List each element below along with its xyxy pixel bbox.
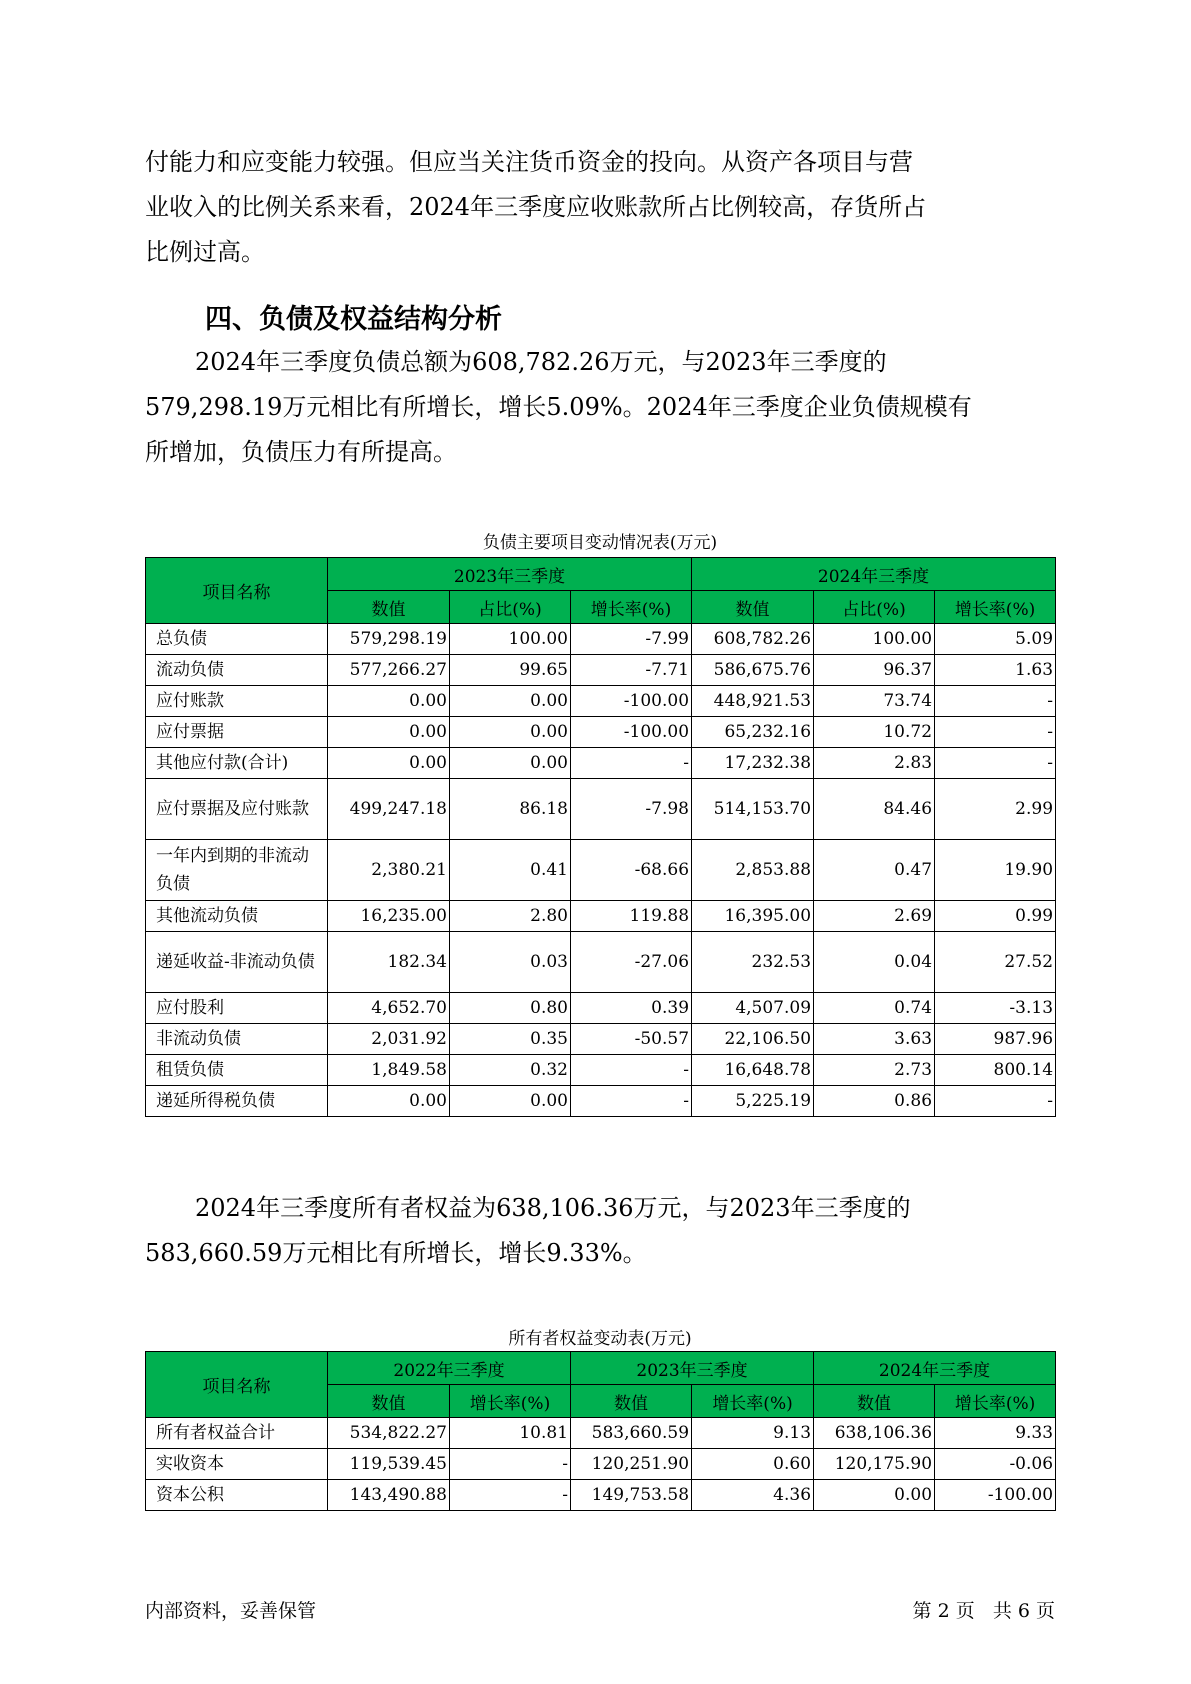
table-cell: - xyxy=(935,717,1056,748)
equity-table-caption: 所有者权益变动表(万元) xyxy=(508,1329,692,1349)
table-cell: -7.99 xyxy=(571,624,692,655)
table-cell: 5.09 xyxy=(935,624,1056,655)
table-cell: -27.06 xyxy=(571,932,692,993)
table-cell: -68.66 xyxy=(571,840,692,901)
table-row xyxy=(146,1086,1056,1117)
table-cell: 0.00 xyxy=(328,686,450,717)
table-cell: 0.47 xyxy=(814,840,935,901)
item-name-header: 项目名称 xyxy=(146,1352,328,1418)
table-row xyxy=(146,840,1056,901)
table-cell: 119.88 xyxy=(571,901,692,932)
equity-table xyxy=(145,1351,1056,1511)
table-cell: 534,822.27 xyxy=(328,1418,450,1449)
row-label: 应付票据及应付账款 xyxy=(146,779,328,840)
table-cell: 19.90 xyxy=(935,840,1056,901)
table-cell: 65,232.16 xyxy=(692,717,814,748)
table-cell: 2,380.21 xyxy=(328,840,450,901)
table-cell: - xyxy=(935,1086,1056,1117)
row-label: 应付账款 xyxy=(146,686,328,717)
table-cell: 16,235.00 xyxy=(328,901,450,932)
table-cell: 499,247.18 xyxy=(328,779,450,840)
table-cell: 0.39 xyxy=(571,993,692,1024)
table-cell: 2.80 xyxy=(450,901,571,932)
table-cell: 0.80 xyxy=(450,993,571,1024)
table-cell: - xyxy=(450,1480,571,1511)
table-row xyxy=(146,779,1056,840)
row-label: 其他应付款(合计) xyxy=(146,748,328,779)
table-cell: 9.13 xyxy=(692,1418,814,1449)
column-header: 增长率(%) xyxy=(935,591,1056,624)
table-cell: 4.36 xyxy=(692,1480,814,1511)
period-header: 2023年三季度 xyxy=(571,1352,814,1385)
table-cell: 800.14 xyxy=(935,1055,1056,1086)
intro-line: 业收入的比例关系来看，2024年三季度应收账款所占比例较高，存货所占 xyxy=(145,193,927,221)
table-cell: -0.06 xyxy=(935,1449,1056,1480)
item-name-header: 项目名称 xyxy=(146,558,328,624)
table-cell: 638,106.36 xyxy=(814,1418,935,1449)
table-row xyxy=(146,655,1056,686)
table-cell: 0.99 xyxy=(935,901,1056,932)
column-header: 占比(%) xyxy=(450,591,571,624)
table-cell: 0.00 xyxy=(450,717,571,748)
liabilities-table xyxy=(145,557,1056,1117)
period-header: 2022年三季度 xyxy=(328,1352,571,1385)
column-header: 增长率(%) xyxy=(935,1385,1056,1418)
table-cell: 608,782.26 xyxy=(692,624,814,655)
column-header: 数值 xyxy=(814,1385,935,1418)
table-cell: 22,106.50 xyxy=(692,1024,814,1055)
liabilities-line: 所增加，负债压力有所提高。 xyxy=(145,438,457,466)
equity-line: 583,660.59万元相比有所增长，增长9.33%。 xyxy=(145,1239,647,1267)
row-label: 资本公积 xyxy=(146,1480,328,1511)
column-header: 数值 xyxy=(328,591,450,624)
table-cell: 1,849.58 xyxy=(328,1055,450,1086)
table-cell: 96.37 xyxy=(814,655,935,686)
table-cell: 73.74 xyxy=(814,686,935,717)
table-row xyxy=(146,686,1056,717)
liabilities-table-body xyxy=(146,624,1056,1117)
table-cell: 0.32 xyxy=(450,1055,571,1086)
table-cell: - xyxy=(935,686,1056,717)
table-cell: - xyxy=(571,748,692,779)
row-label: 递延所得税负债 xyxy=(146,1086,328,1117)
table-cell: -3.13 xyxy=(935,993,1056,1024)
row-label: 总负债 xyxy=(146,624,328,655)
row-label: 所有者权益合计 xyxy=(146,1418,328,1449)
column-header: 增长率(%) xyxy=(692,1385,814,1418)
table-cell: 0.35 xyxy=(450,1024,571,1055)
intro-line: 比例过高。 xyxy=(145,238,265,266)
table-cell: 84.46 xyxy=(814,779,935,840)
table-row xyxy=(146,901,1056,932)
table-cell: - xyxy=(935,748,1056,779)
table-cell: 2.73 xyxy=(814,1055,935,1086)
equity-line: 2024年三季度所有者权益为638,106.36万元，与2023年三季度的 xyxy=(195,1194,911,1222)
table-cell: 86.18 xyxy=(450,779,571,840)
table-cell: 0.00 xyxy=(450,686,571,717)
row-label: 其他流动负债 xyxy=(146,901,328,932)
liabilities-line: 579,298.19万元相比有所增长，增长5.09%。2024年三季度企业负债规模有 xyxy=(145,393,972,421)
table-cell: 27.52 xyxy=(935,932,1056,993)
period-header: 2023年三季度 xyxy=(328,558,692,591)
table-cell: 2.83 xyxy=(814,748,935,779)
table-cell: - xyxy=(571,1086,692,1117)
equity-paragraph xyxy=(145,1186,1055,1276)
table-cell: 2.69 xyxy=(814,901,935,932)
table-cell: 9.33 xyxy=(935,1418,1056,1449)
table-cell: 0.04 xyxy=(814,932,935,993)
period-header: 2024年三季度 xyxy=(692,558,1056,591)
column-header: 占比(%) xyxy=(814,591,935,624)
table-cell: 583,660.59 xyxy=(571,1418,692,1449)
table-cell: 149,753.58 xyxy=(571,1480,692,1511)
table-cell: 182.34 xyxy=(328,932,450,993)
table-cell: 99.65 xyxy=(450,655,571,686)
table-cell: 120,251.90 xyxy=(571,1449,692,1480)
table-row xyxy=(146,1480,1056,1511)
table-cell: 0.00 xyxy=(328,717,450,748)
table-cell: 0.00 xyxy=(814,1480,935,1511)
table-row xyxy=(146,932,1056,993)
column-header: 增长率(%) xyxy=(571,591,692,624)
column-header: 数值 xyxy=(692,591,814,624)
table-cell: 2,031.92 xyxy=(328,1024,450,1055)
table-cell: -50.57 xyxy=(571,1024,692,1055)
table-cell: 987.96 xyxy=(935,1024,1056,1055)
table-cell: 0.60 xyxy=(692,1449,814,1480)
table-cell: 0.00 xyxy=(450,1086,571,1117)
table-row xyxy=(146,993,1056,1024)
row-label: 流动负债 xyxy=(146,655,328,686)
table-cell: 119,539.45 xyxy=(328,1449,450,1480)
table-cell: - xyxy=(571,1055,692,1086)
table-cell: 0.00 xyxy=(328,1086,450,1117)
period-header: 2024年三季度 xyxy=(814,1352,1056,1385)
table-cell: 1.63 xyxy=(935,655,1056,686)
table-cell: 10.81 xyxy=(450,1418,571,1449)
row-label: 非流动负债 xyxy=(146,1024,328,1055)
table-cell: 579,298.19 xyxy=(328,624,450,655)
row-label: 递延收益-非流动负债 xyxy=(146,932,328,993)
table-cell: 4,507.09 xyxy=(692,993,814,1024)
liabilities-paragraph xyxy=(145,340,1055,475)
table-cell: 0.74 xyxy=(814,993,935,1024)
footer-left: 内部资料，妥善保管 xyxy=(145,1600,317,1622)
footer-page-number: 第 2 页 共 6 页 xyxy=(912,1600,1055,1622)
column-header: 数值 xyxy=(328,1385,450,1418)
table-row xyxy=(146,1055,1056,1086)
table-cell: 5,225.19 xyxy=(692,1086,814,1117)
table-cell: 0.00 xyxy=(328,748,450,779)
table-cell: 16,648.78 xyxy=(692,1055,814,1086)
table-cell: 100.00 xyxy=(450,624,571,655)
section-heading: 四、负债及权益结构分析 xyxy=(205,304,502,335)
table-cell: 232.53 xyxy=(692,932,814,993)
table-cell: 3.63 xyxy=(814,1024,935,1055)
table-row xyxy=(146,624,1056,655)
table-cell: -7.98 xyxy=(571,779,692,840)
table-cell: -100.00 xyxy=(571,717,692,748)
row-label: 应付票据 xyxy=(146,717,328,748)
table-cell: 514,153.70 xyxy=(692,779,814,840)
table-cell: -100.00 xyxy=(935,1480,1056,1511)
table-cell: -7.71 xyxy=(571,655,692,686)
row-label: 租赁负债 xyxy=(146,1055,328,1086)
liabilities-line: 2024年三季度负债总额为608,782.26万元，与2023年三季度的 xyxy=(195,348,887,376)
table-cell: 4,652.70 xyxy=(328,993,450,1024)
row-label: 一年内到期的非流动负债 xyxy=(146,840,328,901)
table-row xyxy=(146,717,1056,748)
table-cell: 0.41 xyxy=(450,840,571,901)
table-row xyxy=(146,1024,1056,1055)
table-cell: 17,232.38 xyxy=(692,748,814,779)
table-cell: 120,175.90 xyxy=(814,1449,935,1480)
table-cell: - xyxy=(450,1449,571,1480)
table-cell: 0.00 xyxy=(450,748,571,779)
table-cell: 10.72 xyxy=(814,717,935,748)
table-cell: 0.03 xyxy=(450,932,571,993)
row-label: 实收资本 xyxy=(146,1449,328,1480)
table-cell: 448,921.53 xyxy=(692,686,814,717)
column-header: 增长率(%) xyxy=(450,1385,571,1418)
intro-line: 付能力和应变能力较强。但应当关注货币资金的投向。从资产各项目与营 xyxy=(145,148,913,176)
table-cell: 16,395.00 xyxy=(692,901,814,932)
table-row xyxy=(146,748,1056,779)
column-header: 数值 xyxy=(571,1385,692,1418)
equity-table-body xyxy=(146,1418,1056,1511)
liabilities-table-caption: 负债主要项目变动情况表(万元) xyxy=(482,533,718,553)
table-cell: 100.00 xyxy=(814,624,935,655)
table-cell: -100.00 xyxy=(571,686,692,717)
table-cell: 2.99 xyxy=(935,779,1056,840)
table-cell: 2,853.88 xyxy=(692,840,814,901)
table-row xyxy=(146,1449,1056,1480)
row-label: 应付股利 xyxy=(146,993,328,1024)
table-row xyxy=(146,1418,1056,1449)
table-cell: 586,675.76 xyxy=(692,655,814,686)
intro-paragraph xyxy=(145,140,1055,275)
table-cell: 0.86 xyxy=(814,1086,935,1117)
table-cell: 143,490.88 xyxy=(328,1480,450,1511)
table-cell: 577,266.27 xyxy=(328,655,450,686)
